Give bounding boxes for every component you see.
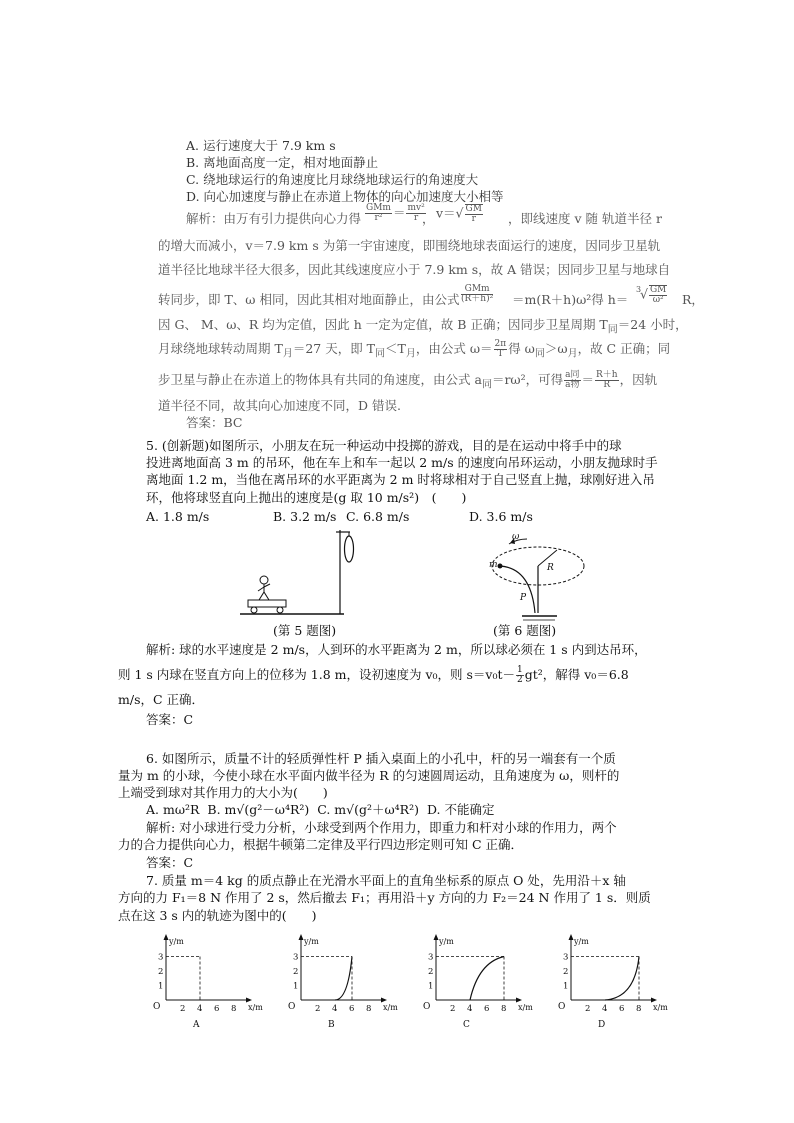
q5-answer: 答案：C	[146, 712, 194, 727]
y-tick-label: 1	[158, 981, 164, 992]
q5-option-b: B. 3.2 m/s	[273, 509, 337, 524]
x-tick-label: 2	[180, 1004, 186, 1014]
q6-stem-2: 量为 m 的小球，今使小球在水平面内做半径为 R 的匀速圆周运动，且角速度为 ω，则杆的	[118, 768, 620, 783]
x-tick-label: 4	[467, 1004, 473, 1014]
y-axis-arrow	[434, 934, 439, 940]
y-axis-arrow	[164, 934, 169, 940]
q5-option-d: D. 3.6 m/s	[469, 509, 533, 524]
y-axis-label: y/m	[574, 937, 589, 946]
q6-analysis-1: 解析: 对小球进行受力分析，小球受到两个作用力，即重力和杆对小球的作用力，两个	[146, 820, 617, 835]
x-tick-label: 6	[349, 1004, 355, 1014]
y-tick-label: 1	[428, 981, 434, 992]
y-axis-label: y/m	[439, 937, 454, 946]
q4-analysis-4a: 转同步，即 T、ω 相同，因此其相对地面静止，由公式	[158, 292, 460, 307]
fig6-label-r: R	[547, 563, 554, 573]
q4-frac1: $\frac{\text{GMm}}{\text{r²}}$ ＝ $\frac{\text{mv²}}{r}$	[366, 203, 425, 223]
y-tick-label: 2	[428, 967, 434, 977]
trajectory-curve	[335, 957, 352, 1001]
graph-option-label: B	[328, 1020, 335, 1030]
y-tick-label: 3	[158, 952, 164, 963]
y-tick-label: 3	[428, 952, 434, 963]
x-axis-label: x/m	[653, 1003, 668, 1012]
graph-option-label: C	[463, 1020, 470, 1030]
q4-analysis-2: 的增大而减小，v＝7.9 km s 为第一宇宙速度，即围绕地球表面运行的速度，因同步卫星轨	[158, 238, 661, 253]
trajectory-curve	[605, 957, 639, 1001]
x-tick-label: 6	[484, 1004, 490, 1014]
y-tick-label: 2	[563, 967, 569, 977]
q5-analysis-1: 解析: 球的水平速度是 2 m/s，人到环的水平距离为 2 m，所以球必须在 1 s 内到达吊环，	[146, 642, 647, 657]
y-axis-arrow	[299, 934, 304, 940]
q6-analysis-2: 力的合力提供向心力，根据牛顿第二定律及平行四边形定则可知 C 正确．	[118, 837, 524, 852]
q4-option-b: B. 离地面高度一定，相对地面静止	[186, 155, 379, 170]
x-tick-label: 2	[450, 1004, 456, 1014]
q6-option-d: D. 不能确定	[426, 802, 495, 817]
fig6-label-omega: ω	[512, 532, 520, 542]
q5-stem-2: 投进离地面高 3 m 的吊环，他在车上和车一起以 2 m/s 的速度向吊环运动，小朋友抛球时手	[146, 455, 658, 470]
q4-analysis-5: 因 G、 M、ω、R 均为定值，因此 h 一定为定值，故 B 正确；因同步卫星周期 $T_同=24$ 小时，	[158, 317, 688, 336]
origin-label: O	[558, 1002, 566, 1012]
q4-analysis-3: 道半径比地球半径大很多，因此其线速度应小于 7.9 km s，故 A 错误；因同步卫星与地球自	[158, 262, 671, 277]
q4-analysis-4b: ＝m(R＋h)ω²得 h＝	[512, 292, 629, 307]
x-axis-arrow	[516, 998, 522, 1003]
x-axis-arrow	[381, 998, 387, 1003]
y-tick-label: 1	[293, 981, 299, 992]
graph-option-label: A	[193, 1020, 200, 1030]
q7-stem-1: 7. 质量 m＝4 kg 的质点静止在光滑水平面上的直角坐标系的原点 O 处，先用沿＋x 轴	[146, 873, 626, 888]
y-tick-label: 2	[293, 967, 299, 977]
q4-sqrt2: √ $\frac{GM}{\text{ω²}}$	[640, 285, 667, 305]
fig5-drawing	[240, 530, 380, 620]
x-tick-label: 8	[501, 1004, 507, 1014]
x-tick-label: 2	[585, 1004, 591, 1014]
q5-analysis-3: m/s，C 正确．	[118, 692, 205, 707]
q5-analysis-2: 则 1 s 内球在竖直方向上的位移为 1.8 m，设初速度为 v₀，则 s＝v₀t－ $\frac{1}{2}$ gt²，解得 v₀＝6.8	[118, 665, 629, 685]
q4-sqrt1: v＝√ $\frac{GM}{r}$	[436, 204, 482, 224]
q4-answer: 答案：BC	[186, 415, 243, 430]
x-axis-label: x/m	[518, 1003, 533, 1012]
x-axis-label: x/m	[383, 1003, 398, 1012]
y-axis-label: y/m	[304, 937, 319, 946]
q5-option-c: C. 6.8 m/s	[346, 509, 410, 524]
q5-stem-3: 离地面 1.2 m，当他在离吊环的水平距离为 2 m 时将球相对于自己竖直上抛，球刚好进入吊	[146, 472, 655, 487]
x-tick-label: 6	[214, 1004, 220, 1014]
q4-option-a: A. 运行速度大于 7.9 km s	[186, 138, 336, 153]
x-tick-label: 8	[636, 1004, 642, 1014]
fig5-caption: (第 5 题图)	[273, 623, 337, 638]
q4-analysis-8: 道半径不同，故其向心加速度不同，D 错误.	[158, 398, 401, 413]
q4-analysis-4c: R，	[682, 292, 704, 307]
x-tick-label: 6	[619, 1004, 625, 1014]
fig6-drawing	[485, 530, 585, 625]
y-axis-arrow	[569, 934, 574, 940]
x-tick-label: 4	[332, 1004, 338, 1014]
x-tick-label: 8	[231, 1004, 237, 1014]
y-tick-label: 3	[563, 952, 569, 963]
fig6-label-p: P	[520, 593, 527, 603]
q7-graph-c	[420, 938, 540, 1033]
q4-analysis-6: 月球绕地球转动周期 $T_月=27$ 天，即 $T_同<T_月$，由公式 ω＝ $\frac{2\pi}{T}$ 得 $\omega_同>\omega_月$，故 C 正确；同	[158, 339, 671, 360]
q4-cube-index: 3	[636, 285, 642, 294]
q6-stem-1: 6. 如图所示，质量不计的轻质弹性杆 P 插入桌面上的小孔中，杆的另一端套有一个质	[146, 751, 616, 766]
origin-label: O	[423, 1002, 431, 1012]
q4-frac3: $\frac{\text{GMm}}{\text{(R＋h)²}}$	[461, 284, 494, 304]
y-tick-label: 2	[158, 967, 164, 977]
q5-stem-4: 环，他将球竖直向上抛出的速度是(g 取 10 m/s²) ( )	[146, 490, 467, 505]
x-tick-label: 8	[366, 1004, 372, 1014]
q4-analysis-7: 步卫星与静止在赤道上的物体具有共同的角速度，由公式 $a_同=r\omega^2$，可得 $\frac{\text{a同}}{\text{a物}}$ ＝ $\frac{R+h}{R}$ ，因轨	[158, 370, 658, 391]
q6-answer: 答案：C	[146, 855, 194, 870]
fig6-label-m: m	[489, 560, 498, 570]
q6-stem-3: 上端受到球对其作用力的大小为( )	[118, 785, 328, 800]
q4-analysis-1a: 解析：由万有引力提供向心力得	[186, 211, 362, 226]
x-tick-label: 4	[197, 1004, 203, 1014]
q7-stem-3: 点在这 3 s 内的轨迹为图中的( )	[118, 908, 317, 923]
y-tick-label: 3	[293, 952, 299, 963]
q5-option-a: A. 1.8 m/s	[146, 509, 210, 524]
q4-analysis-1b: ，即线速度 v 随 轨道半径 r	[508, 211, 662, 226]
graph-option-label: D	[598, 1020, 606, 1030]
q5-stem-1: 5. (创新题)如图所示，小朋友在玩一种运动中投掷的游戏，目的是在运动中将手中的球	[146, 438, 622, 453]
q7-stem-2: 方向的力 F₁＝8 N 作用了 2 s，然后撤去 F₁；再用沿＋y 方向的力 F₂＝24 N 作用了 1 s．则质	[118, 890, 651, 905]
q7-graph-a	[150, 938, 270, 1033]
q6-option-c: C. m√(g²＋ω⁴R²)	[317, 802, 419, 817]
q4-option-d: D. 向心加速度与静止在赤道上物体的向心加速度大小相等	[186, 189, 504, 204]
q4-analysis-comma: ，	[422, 211, 435, 226]
q4-option-c: C. 绕地球运行的角速度比月球绕地球运行的角速度大	[186, 172, 479, 187]
x-tick-label: 2	[315, 1004, 321, 1014]
q6-option-a: A. mω²R	[146, 802, 200, 817]
q7-graph-b	[285, 938, 405, 1033]
x-tick-label: 4	[602, 1004, 608, 1014]
x-axis-label: x/m	[248, 1003, 263, 1012]
trajectory-curve	[470, 957, 504, 1001]
x-axis-arrow	[246, 998, 252, 1003]
origin-label: O	[288, 1002, 296, 1012]
q6-option-b: B. m√(g²－ω⁴R²)	[207, 802, 310, 817]
y-axis-label: y/m	[169, 937, 184, 946]
fig6-caption: (第 6 题图)	[493, 623, 557, 638]
q7-graph-d	[555, 938, 675, 1033]
x-axis-arrow	[651, 998, 657, 1003]
origin-label: O	[153, 1002, 161, 1012]
q6-options	[146, 802, 494, 818]
y-tick-label: 1	[563, 981, 569, 992]
